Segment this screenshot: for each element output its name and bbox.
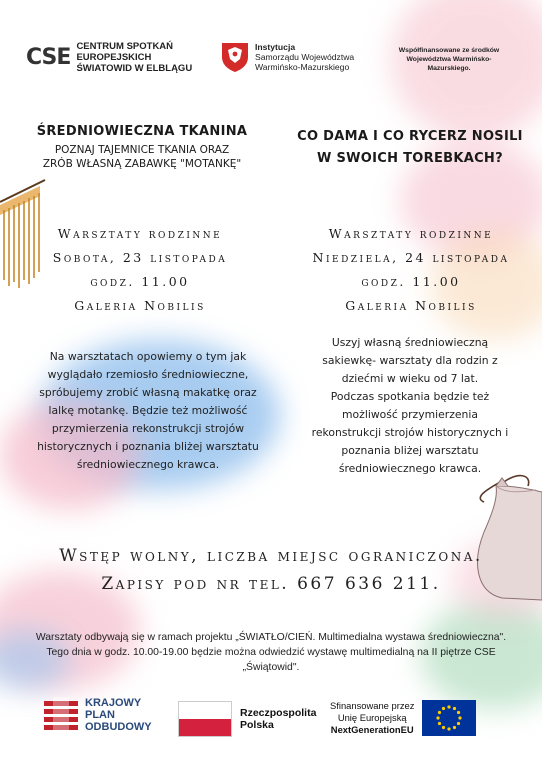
left-desc-line: przymierzenia rekonstrukcji strojów — [51, 422, 245, 435]
eu-logo — [330, 700, 476, 736]
rp-line: Rzeczpospolita — [240, 707, 317, 719]
left-subtitle-line: ZRÓB WŁASNĄ ZABAWKĘ "MOTANKĘ" — [42, 158, 242, 170]
cta-signup-phone: Zapisy pod nr tel. 667 636 211. — [101, 574, 441, 594]
cse-name-line: ŚWIATOWID W ELBLĄGU — [76, 63, 193, 74]
left-desc-line: wyglądało rzemiosło średniowieczne, — [47, 368, 249, 381]
left-event-title: ŚREDNIOWIECZNA TKANINA — [36, 124, 248, 139]
cofinanced-line: Województwa Warmińsko- — [406, 56, 492, 63]
right-desc-line: średniowiecznego krawca. — [338, 462, 482, 475]
left-desc-line: lalkę motankę. Będzie też możliwość — [48, 404, 248, 417]
institution-line: Warmińsko-Mazurskiego — [255, 62, 350, 72]
eu-line: NextGenerationEU — [330, 724, 414, 735]
eu-star — [457, 711, 460, 714]
cta-free-entry: Wstęp wolny, liczba miejsc ograniczona. — [59, 546, 483, 566]
kpo-logo — [44, 697, 152, 733]
right-desc-line: poznania bliżej warsztatu — [341, 444, 479, 457]
left-desc-line: Na warsztatach opowiemy o tym jak — [49, 350, 247, 363]
right-event-type: Warsztaty rodzinne — [328, 226, 494, 241]
right-desc-line: Podczas spotkania będzie też — [330, 390, 490, 403]
rp-line: Polska — [240, 719, 274, 731]
eu-star — [437, 716, 440, 719]
eu-text — [330, 700, 414, 736]
polish-flag-icon — [178, 701, 232, 737]
right-event-time: godz. 11.00 — [361, 274, 461, 289]
eu-star — [448, 705, 451, 708]
left-desc-line: średniowiecznego krawca. — [76, 458, 220, 471]
eu-star — [453, 707, 456, 710]
right-desc-line: możliwość przymierzenia — [342, 408, 478, 421]
call-to-action — [0, 542, 542, 598]
note-line: Tego dnia w godz. 10.00-19.00 będzie można odwiedzić wystawę multimedialną na II piętrze CSE — [46, 647, 496, 658]
eu-line: Unię Europejską — [337, 712, 407, 723]
note-line: „Świątowid". — [242, 662, 300, 673]
eu-star — [457, 722, 460, 725]
eu-star — [438, 711, 441, 714]
left-event-date: Sobota, 23 listopada — [52, 250, 228, 265]
kpo-line: KRAJOWY — [85, 697, 142, 709]
left-event-time: godz. 11.00 — [90, 274, 190, 289]
right-desc-line: sakiewkę- warsztaty dla rodzin z — [322, 354, 498, 367]
institution-line: Samorządu Województwa — [255, 52, 355, 62]
left-desc-line: historycznych i poznania bliżej warsztatu — [37, 440, 259, 453]
right-title-line: W SWOICH TOREBKACH? — [317, 151, 503, 166]
cse-name-line: CENTRUM SPOTKAŃ — [76, 41, 174, 52]
left-event-details — [30, 222, 250, 318]
eu-line: Sfinansowane przez — [330, 700, 415, 711]
eu-star — [448, 727, 451, 730]
rp-logo — [178, 701, 316, 737]
right-title-line: CO DAMA I CO RYCERZ NOSILI — [297, 129, 523, 144]
kpo-line: ODBUDOWY — [85, 721, 152, 733]
cofinanced-line: Mazurskiego. — [427, 65, 471, 72]
project-note — [10, 630, 532, 675]
left-event-place: Galeria Nobilis — [74, 298, 206, 313]
institution-text — [255, 42, 354, 72]
cse-name-line: EUROPEJSKICH — [76, 52, 152, 63]
institution-logo — [220, 41, 354, 73]
eu-star — [453, 726, 456, 729]
cse-logo-text — [76, 41, 192, 74]
coat-of-arms-icon — [220, 41, 250, 73]
eu-star — [442, 726, 445, 729]
rp-text — [240, 707, 316, 731]
right-event-place: Galeria Nobilis — [345, 298, 477, 313]
kpo-line: PLAN — [85, 709, 115, 721]
institution-line: Instytucja — [255, 42, 296, 52]
left-event-description — [28, 348, 268, 474]
kpo-text — [85, 697, 152, 733]
right-desc-line: rekonstrukcji strojów historycznych i — [311, 426, 509, 439]
eu-star — [459, 716, 462, 719]
right-event-title — [290, 126, 530, 170]
right-desc-line: dziećmi w wieku od 7 lat. — [341, 372, 479, 385]
eu-star — [438, 722, 441, 725]
right-desc-line: Uszyj własną średniowieczną — [331, 336, 489, 349]
cse-logo-mark: CSE — [26, 45, 71, 70]
right-event-date: Niedziela, 24 listopada — [312, 250, 510, 265]
right-event-details — [300, 222, 522, 318]
eu-star — [442, 707, 445, 710]
cofinanced-line: Współfinansowane ze środków — [398, 47, 500, 54]
left-subtitle-line: POZNAJ TAJEMNICE TKANIA ORAZ — [54, 144, 230, 156]
left-event-type: Warsztaty rodzinne — [57, 226, 223, 241]
eu-flag-icon — [422, 700, 476, 736]
left-desc-line: spróbujemy zrobić własną makatkę oraz — [39, 386, 257, 399]
cse-logo — [26, 41, 192, 74]
left-event-subtitle — [20, 143, 264, 171]
cofinanced-text — [386, 46, 512, 73]
note-line: Warsztaty odbywają się w ramach projektu „ŚWIATŁO/CIEŃ. Multimedialna wystawa średniowieczna". — [35, 632, 507, 643]
kpo-mark-icon — [44, 697, 78, 733]
